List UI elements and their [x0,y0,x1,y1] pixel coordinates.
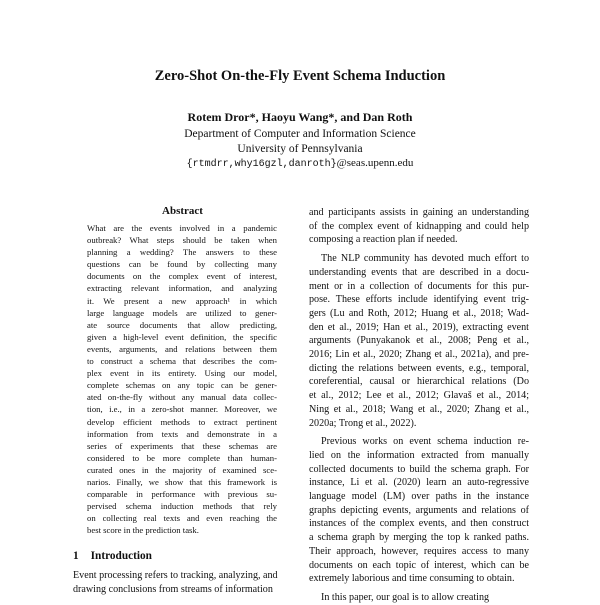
paragraph-line: dicting the relations between events, e.g., temporal, [309,362,529,374]
abstract-line: considered to be more complete than human- [87,452,277,463]
paragraph-line: instances of the complex events, and then construct [309,518,529,530]
abstract-line: events, arguments, and relations between them [87,343,277,354]
abstract-line: given a high-level event definition, the specific [87,331,277,342]
abstract-line: curated ones in the majority of examined sce- [87,464,277,475]
right-column-text [309,206,529,605]
abstract-line: it. We present a new approach¹ in which [87,295,277,306]
section-title: Introduction [90,550,152,562]
paragraph-line: ment or in a collection of documents for this pur- [309,280,529,292]
email-domain: @seas.upenn.edu [336,157,414,169]
abstract-line: documents on the complex event of interest, [87,271,277,282]
abstract-line: ated on-the-fly without any manual data collec- [87,392,277,403]
section-number: 1 [73,550,79,562]
paragraph-line: collected documents to build the schema graph. For [309,463,529,475]
paragraph-line: Ning et al., 2018; Wang et al., 2020; Zhang et al., [309,403,529,415]
paragraph-line: coreferential, causal or hierarchical relations (Do [309,376,529,388]
abstract-line: tion, i.e., in a zero-shot manner. Moreover, we [87,404,277,415]
paragraph-line: graphs depicting events, arguments and relations of [309,504,529,516]
author-list: Rotem Dror*, Haoyu Wang*, and Dan Roth [187,110,413,124]
paragraph-line: of the complex event of kidnapping and could help [309,220,529,232]
email-ids: {rtmdrr,why16gzl,danroth} [186,159,337,170]
abstract-line: narios. Finally, we show that this framework is [87,476,277,487]
paragraph-line: den et al., 2019; Han et al., 2019), extracting event [309,321,529,333]
paragraph-line: et al., 2012; Lee et al., 2012; Glavaš et al., 2014; [309,390,529,402]
abstract-line: develop efficient methods to extract pertinent [87,416,277,427]
affiliation-department: Department of Computer and Information Science [184,128,416,140]
abstract-line: questions can be found by collecting many [87,259,277,270]
abstract-line: pervised schema induction methods that rely [87,501,277,512]
paragraph [309,435,529,586]
abstract-body [87,222,277,536]
abstract-line: ate source documents that allow predicting, [87,319,277,330]
abstract-line: comparable in performance with previous su- [87,489,277,500]
paragraph-line: In this paper, our goal is to allow creating [321,591,490,603]
section-heading-introduction [73,550,152,562]
paragraph-line: gers (Lu and Roth, 2012; Huang et al., 2018; Wad- [309,307,529,319]
paragraph-line: extremely laborious and time consuming to obtain. [309,573,515,585]
paragraph-line: 2016; Lin et al., 2020; Zhang et al., 2021a), and pre- [309,349,529,361]
paragraph-line: The NLP community has devoted much effort to [321,253,529,265]
introduction-body [73,569,293,596]
paragraph [309,252,529,430]
abstract-line: What are the events involved in a pandemic [87,223,277,233]
paragraph-line: arguments (Punyakanok et al., 2008; Peng et al., [309,335,529,347]
paragraph-line: a schema graph by merging the top k ranked paths. [309,532,529,544]
intro-line: drawing conclusions from streams of information [73,583,273,595]
abstract-line: information from texts and demonstrate in a [87,428,277,439]
abstract-line: to construct a schema that describes the com- [87,356,277,367]
paragraph-line: language model (LM) over paths in the instance [309,491,529,503]
abstract-line: series of experiments that these schemas are [87,440,277,451]
abstract-line: planning a wedding? The answers to these [87,247,277,258]
paragraph-line: understanding events that are described in a docu- [309,266,529,278]
paragraph-line: instance, Li et al. (2020) learn an auto-regressive [309,477,529,489]
abstract-line: outbreak? What steps should be taken when [87,235,277,246]
paragraph [309,206,529,247]
abstract-line: on collecting real texts and even reaching the [87,513,277,524]
author-emails [0,157,600,170]
paper-title: Zero-Shot On-the-Fly Event Schema Induction [154,68,446,84]
affiliation-university: University of Pennsylvania [237,143,363,155]
abstract-line: extracting relevant information, and analyzing [87,283,277,294]
paragraph-line: Their approach, however, requires access to many [309,545,529,557]
paragraph-line: Previous works on event schema induction re- [321,436,529,448]
abstract-line: complete schemas on any topic can be gener- [87,380,277,391]
abstract-heading: Abstract [162,205,203,217]
paragraph [309,591,529,605]
paragraph-line: 2020a; Trong et al., 2022). [309,417,417,429]
abstract-line: best score in the prediction task. [87,525,199,536]
paragraph-line: and participants assists in gaining an understanding [309,207,529,218]
paragraph-line: lied on the information extracted from manually [309,449,529,461]
abstract-line: plex event in its entirety. Using our model, [87,368,277,379]
paragraph-line: composing a reaction plan if needed. [309,234,458,246]
intro-line: Event processing refers to tracking, analyzing, and [73,570,278,581]
paragraph-line: documents on each topic of interest, which can be [309,559,529,571]
abstract-line: large language models are utilized to gener- [87,307,277,318]
paragraph-line: pose. These efforts include identifying event trig- [309,294,529,306]
